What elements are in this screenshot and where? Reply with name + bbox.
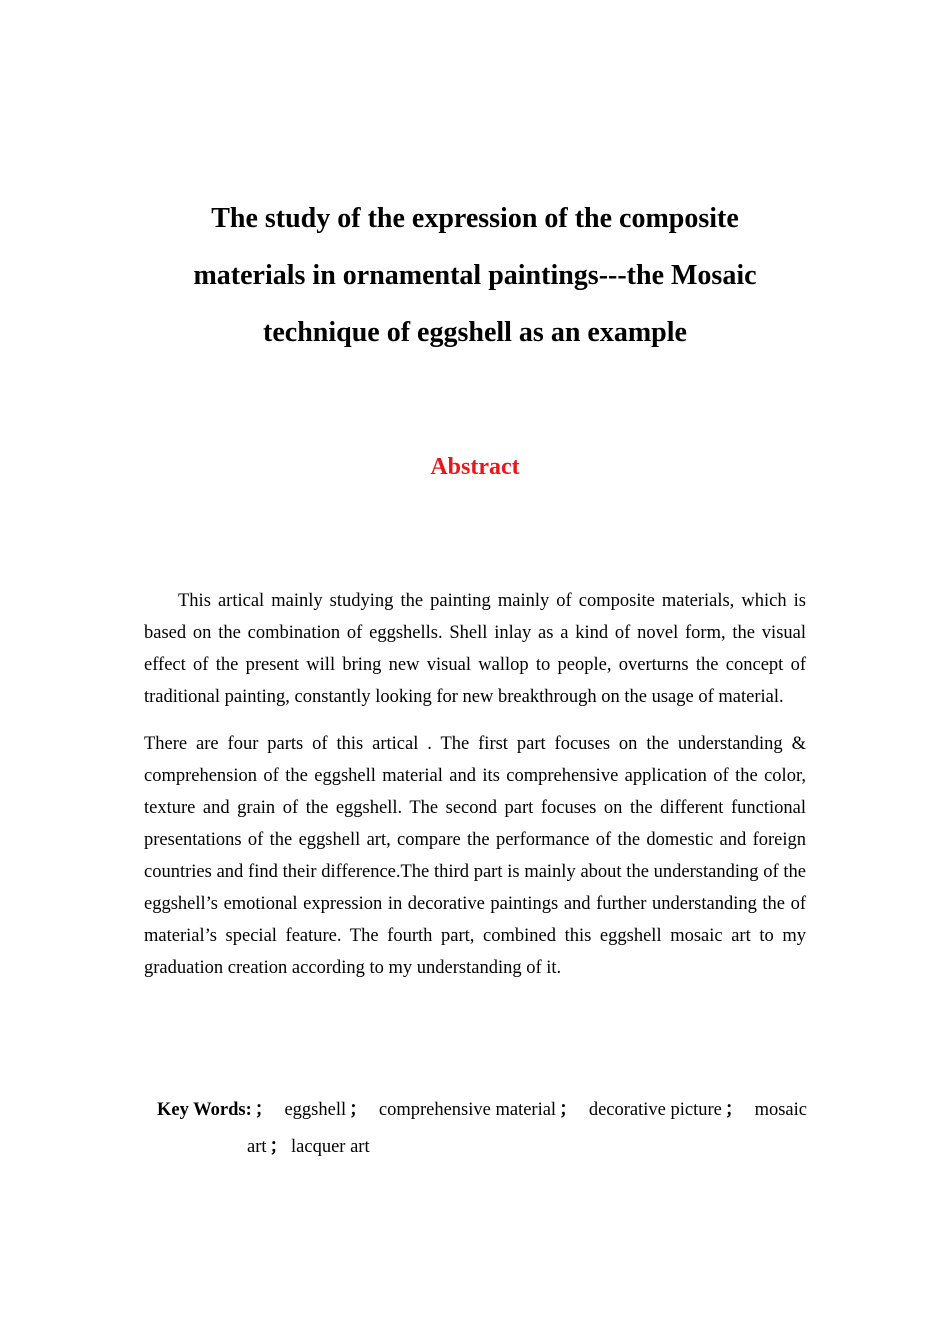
keyword-separator: ； — [254, 1100, 274, 1120]
abstract-paragraph-2: There are four parts of this artical . The first part focuses on the understanding & comprehension of the eggshell material and its comprehensive application of the color, texture and grain of the eggshell. The second part focuses on the different functional presentations of the eggshell art, compare the performance of the domestic and foreign countries and find their difference.The third part is mainly about the understanding of the eggshell’s emotional expression in decorative paintings and further understanding the of material’s special feature. The fourth part, combined this eggshell mosaic art to my graduation creation according to my understanding of it. — [144, 734, 806, 978]
keywords-label: Key Words: — [157, 1100, 252, 1120]
keyword-item: eggshell — [284, 1100, 347, 1120]
title-line-3: technique of eggshell as an example — [263, 317, 687, 348]
keyword-item: comprehensive material — [378, 1100, 557, 1120]
keyword-decorative-group — [589, 1092, 747, 1129]
keyword-comprehensive-group — [379, 1092, 581, 1129]
keyword-item: lacquer art — [291, 1137, 370, 1157]
keywords-row-1 — [157, 1092, 807, 1129]
keyword-item: art — [247, 1137, 267, 1157]
keyword-separator: ； — [559, 1100, 578, 1120]
keyword-separator: ； — [349, 1100, 368, 1120]
abstract-paragraph-1: This artical mainly studying the painting mainly of composite materials, which is based on the combination of eggshells. Shell inlay as a kind of novel form, the visual effect of the present will bring new visual wallop to people, overturns the concept of traditional painting, constantly looking for new breakthrough on the usage of material. — [144, 591, 806, 707]
paper-title — [145, 190, 805, 361]
keywords-row-2 — [157, 1129, 807, 1166]
keywords-block — [157, 1092, 807, 1166]
keyword-eggshell-group — [284, 1092, 370, 1129]
title-line-1: The study of the expression of the composite — [211, 203, 739, 234]
keywords-label-group — [157, 1092, 276, 1129]
keyword-item: mosaic — [754, 1100, 807, 1120]
keyword-separator: ； — [724, 1100, 744, 1120]
title-line-2: materials in ornamental paintings---the Mosaic — [193, 260, 757, 291]
abstract-heading: Abstract — [430, 454, 520, 480]
keyword-item: decorative picture — [588, 1100, 722, 1120]
keyword-separator: ； — [269, 1137, 289, 1157]
